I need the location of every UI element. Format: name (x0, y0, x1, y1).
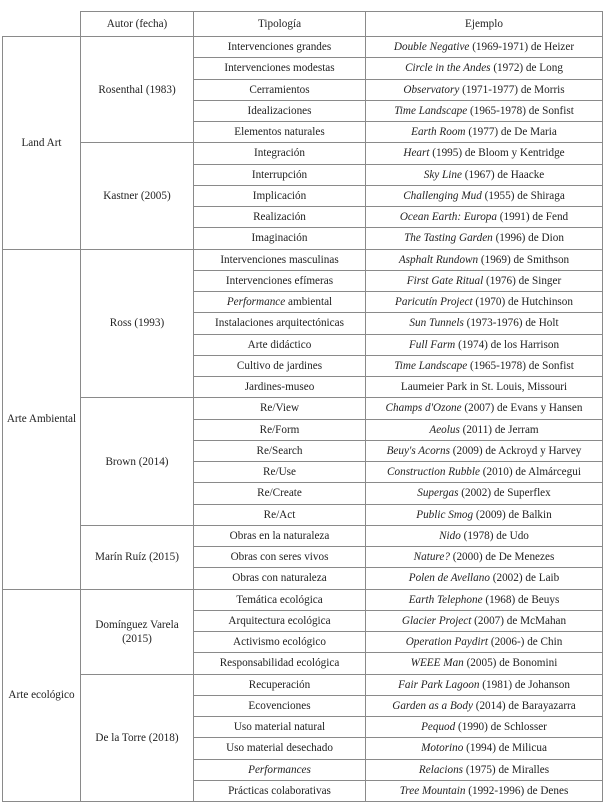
typology-cell (194, 355, 366, 376)
typology-cell (194, 143, 366, 164)
typology-cell (194, 589, 366, 610)
work-title: Challenging Mud (403, 189, 482, 202)
example-cell (366, 568, 603, 589)
work-title: Supergas (417, 487, 459, 500)
work-details: (1977) de De Maria (465, 126, 557, 139)
work-title: Sun Tunnels (409, 317, 464, 330)
table-row (3, 37, 603, 58)
typology-cell (194, 525, 366, 546)
table-row (3, 525, 603, 546)
example-cell (366, 313, 603, 334)
example-cell (366, 738, 603, 759)
group-name: Arte Ambiental (3, 249, 81, 589)
table-row (3, 589, 603, 610)
example-cell (366, 695, 603, 716)
work-title: Time Landscape (394, 104, 468, 117)
typology-cell (194, 440, 366, 461)
work-details: (1969) de Smithson (478, 253, 570, 266)
work-title: WEEE Man (410, 657, 464, 670)
work-details: (1975) de Miralles (463, 763, 550, 776)
work-details: (2009) de Ackroyd y Harvey (449, 444, 582, 457)
work-details: (1965-1978) de Sonfist (467, 104, 574, 117)
table-row (3, 398, 603, 419)
header-author: Autor (fecha) (81, 12, 194, 37)
example-cell (366, 610, 603, 631)
work-title: Earth Telephone (408, 593, 483, 606)
typology-text: Arte didáctico (247, 338, 312, 351)
typology-text: Interrupción (251, 168, 308, 181)
work-title: Polen de Avellano (408, 572, 490, 585)
work-title: Aeolus (429, 423, 460, 436)
author-cell: Marín Ruíz (2015) (81, 525, 194, 589)
typology-cell (194, 79, 366, 100)
typology-cell (194, 313, 366, 334)
classification-table (2, 11, 603, 802)
work-title: Nido (439, 529, 461, 542)
work-title: Ocean Earth: Europa (399, 211, 497, 224)
work-details: (2011) de Jerram (459, 423, 539, 436)
typology-cell (194, 58, 366, 79)
example-cell (366, 377, 603, 398)
work-title: Full Farm (408, 338, 456, 351)
typology-cell (194, 568, 366, 589)
work-details: (1974) de los Harrison (455, 338, 560, 351)
typology-text: Realización (253, 211, 306, 224)
typology-text: Prácticas colaborativas (228, 784, 331, 797)
typology-text: Ecovenciones (248, 699, 311, 712)
work-title: Relacions (418, 763, 464, 776)
typology-text: Activismo ecológico (233, 636, 326, 649)
example-cell (366, 504, 603, 525)
example-cell (366, 674, 603, 695)
typology-cell (194, 462, 366, 483)
work-title: Fair Park Lagoon (398, 678, 480, 691)
example-cell (366, 185, 603, 206)
typology-cell (194, 292, 366, 313)
example-cell (366, 143, 603, 164)
typology-cell (194, 547, 366, 568)
work-details: (1994) de Milicua (463, 742, 547, 755)
typology-text: Uso material natural (233, 721, 326, 734)
header-example: Ejemplo (366, 12, 603, 37)
example-cell (366, 292, 603, 313)
work-title: Circle in the Andes (405, 62, 491, 75)
typology-text: ambiental (285, 296, 333, 309)
work-title: Beuy's Acorns (386, 444, 450, 457)
typology-text: Cultivo de jardines (236, 359, 323, 372)
example-cell (366, 589, 603, 610)
typology-text: Temática ecológica (236, 593, 323, 606)
table-row (3, 249, 603, 270)
typology-text: Jardines-museo (244, 381, 315, 394)
work-details: (1965-1978) de Sonfist (467, 359, 574, 372)
work-details: (2014) de Barayazarra (472, 699, 576, 712)
typology-text: Intervenciones efímeras (225, 274, 334, 287)
typology-text: Uso material desechado (226, 742, 333, 755)
example-cell (366, 653, 603, 674)
typology-text: Intervenciones modestas (224, 62, 335, 75)
example-cell (366, 164, 603, 185)
typology-text: Imaginación (251, 232, 308, 245)
typology-text: Obras con naturaleza (232, 572, 327, 585)
typology-cell (194, 419, 366, 440)
typology-cell (194, 674, 366, 695)
work-title: Sky Line (423, 168, 462, 181)
work-title: Observatory (403, 83, 460, 96)
typology-cell (194, 632, 366, 653)
typology-text: Responsabilidad ecológica (219, 657, 340, 670)
work-details: (2002) de Superflex (458, 487, 551, 500)
header-typology: Tipología (194, 12, 366, 37)
typology-text: Recuperación (248, 678, 311, 691)
work-details: (1992-1996) de Denes (465, 784, 569, 797)
work-details: (2007) de McMahan (471, 614, 567, 627)
work-details: (2005) de Bonomini (463, 657, 558, 670)
typology-cell (194, 270, 366, 291)
work-title: Public Smog (416, 508, 474, 521)
typology-cell (194, 377, 366, 398)
typology-cell (194, 717, 366, 738)
author-cell: Domínguez Varela (2015) (81, 589, 194, 674)
example-cell (366, 355, 603, 376)
work-details: Laumeier Park in St. Louis, Missouri (400, 381, 568, 394)
typology-cell (194, 37, 366, 58)
example-cell (366, 525, 603, 546)
work-title: The Tasting Garden (404, 232, 493, 245)
example-cell (366, 249, 603, 270)
work-details: (1969-1971) de Heizer (469, 41, 575, 54)
work-details: (1955) de Shiraga (481, 189, 565, 202)
work-title: Garden as a Body (392, 699, 473, 712)
work-details: (1996) de Dion (492, 232, 564, 245)
typology-text: Instalaciones arquitectónicas (215, 317, 344, 330)
typology-text: Re/View (259, 402, 300, 415)
typology-text: Re/Use (263, 466, 296, 479)
work-title: Heart (403, 147, 430, 160)
work-details: (2007) de Evans y Hansen (461, 402, 583, 415)
typology-cell (194, 334, 366, 355)
example-cell (366, 440, 603, 461)
author-cell: Brown (2014) (81, 398, 194, 526)
example-cell (366, 58, 603, 79)
example-cell (366, 37, 603, 58)
example-cell (366, 632, 603, 653)
work-title: Construction Rubble (387, 466, 480, 479)
work-details: (1970) de Hutchinson (472, 296, 573, 309)
work-details: (1971-1977) de Morris (459, 83, 565, 96)
work-title: Tree Mountain (399, 784, 466, 797)
typology-text: Re/Act (263, 508, 296, 521)
typology-cell (194, 653, 366, 674)
example-cell (366, 483, 603, 504)
work-title: Nature? (413, 551, 450, 564)
typology-text: Arquitectura ecológica (228, 614, 331, 627)
typology-text: Re/Create (257, 487, 302, 500)
typology-cell (194, 483, 366, 504)
typology-cell (194, 164, 366, 185)
example-cell (366, 228, 603, 249)
group-name: Arte ecológico (3, 589, 81, 802)
example-cell (366, 100, 603, 121)
example-cell (366, 547, 603, 568)
work-title: Asphalt Rundown (398, 253, 479, 266)
work-title: Operation Paydirt (405, 636, 489, 649)
typology-text: Obras con seres vivos (230, 551, 329, 564)
typology-text: Re/Search (256, 444, 303, 457)
table-row (3, 674, 603, 695)
typology-cell (194, 504, 366, 525)
table-body (3, 37, 603, 802)
work-details: (1991) de Fend (497, 211, 569, 224)
table-row (3, 143, 603, 164)
typology-text: Integración (254, 147, 305, 160)
typology-italic: Performance (226, 296, 286, 309)
work-details: (1995) de Bloom y Kentridge (429, 147, 565, 160)
work-details: (1973-1976) de Holt (463, 317, 559, 330)
typology-cell (194, 759, 366, 780)
typology-text: Cerramientos (249, 83, 310, 96)
typology-cell (194, 207, 366, 228)
example-cell (366, 419, 603, 440)
typology-text: Obras en la naturaleza (229, 529, 330, 542)
example-cell (366, 462, 603, 483)
work-title: Pequod (421, 721, 456, 734)
typology-cell (194, 610, 366, 631)
typology-text: Elementos naturales (234, 126, 325, 139)
work-details: (1972) de Long (490, 62, 563, 75)
typology-cell (194, 122, 366, 143)
work-title: Glacier Project (401, 614, 472, 627)
author-cell: Rosenthal (1983) (81, 37, 194, 143)
author-cell: De la Torre (2018) (81, 674, 194, 802)
example-cell (366, 780, 603, 801)
example-cell (366, 207, 603, 228)
example-cell (366, 759, 603, 780)
work-title: Time Landscape (394, 359, 468, 372)
typology-cell (194, 249, 366, 270)
typology-cell (194, 228, 366, 249)
example-cell (366, 79, 603, 100)
typology-text: Implicación (252, 189, 307, 202)
typology-text: Idealizaciones (247, 104, 312, 117)
typology-cell (194, 398, 366, 419)
work-details: (1968) de Beuys (482, 593, 560, 606)
work-details: (2006-) de Chin (488, 636, 563, 649)
typology-cell (194, 738, 366, 759)
work-title: Paricutín Project (395, 296, 473, 309)
work-details: (1981) de Johanson (479, 678, 570, 691)
typology-text: Re/Form (259, 423, 300, 436)
header-blank (3, 12, 81, 37)
work-title: First Gate Ritual (406, 274, 484, 287)
work-details: (2009) de Balkin (473, 508, 552, 521)
typology-cell (194, 695, 366, 716)
work-details: (1990) de Schlosser (455, 721, 547, 734)
work-details: (1978) de Udo (460, 529, 529, 542)
work-details: (1976) de Singer (483, 274, 562, 287)
typology-text: Intervenciones masculinas (220, 253, 339, 266)
typology-cell (194, 185, 366, 206)
work-details: (1967) de Haacke (461, 168, 545, 181)
author-cell: Kastner (2005) (81, 143, 194, 249)
author-cell: Ross (1993) (81, 249, 194, 398)
work-title: Earth Room (411, 126, 466, 139)
work-details: (2010) de Almárcegui (479, 466, 581, 479)
example-cell (366, 717, 603, 738)
typology-text: Intervenciones grandes (227, 41, 332, 54)
work-details: (2002) de Laib (489, 572, 560, 585)
example-cell (366, 122, 603, 143)
work-title: Double Negative (393, 41, 470, 54)
example-cell (366, 270, 603, 291)
example-cell (366, 334, 603, 355)
work-details: (2000) de De Menezes (449, 551, 555, 564)
typology-cell (194, 100, 366, 121)
work-title: Motorino (421, 742, 464, 755)
typology-cell (194, 780, 366, 801)
work-title: Champs d'Ozone (385, 402, 462, 415)
header-row (3, 12, 603, 37)
group-name: Land Art (3, 37, 81, 250)
example-cell (366, 398, 603, 419)
typology-italic: Performances (248, 763, 311, 776)
